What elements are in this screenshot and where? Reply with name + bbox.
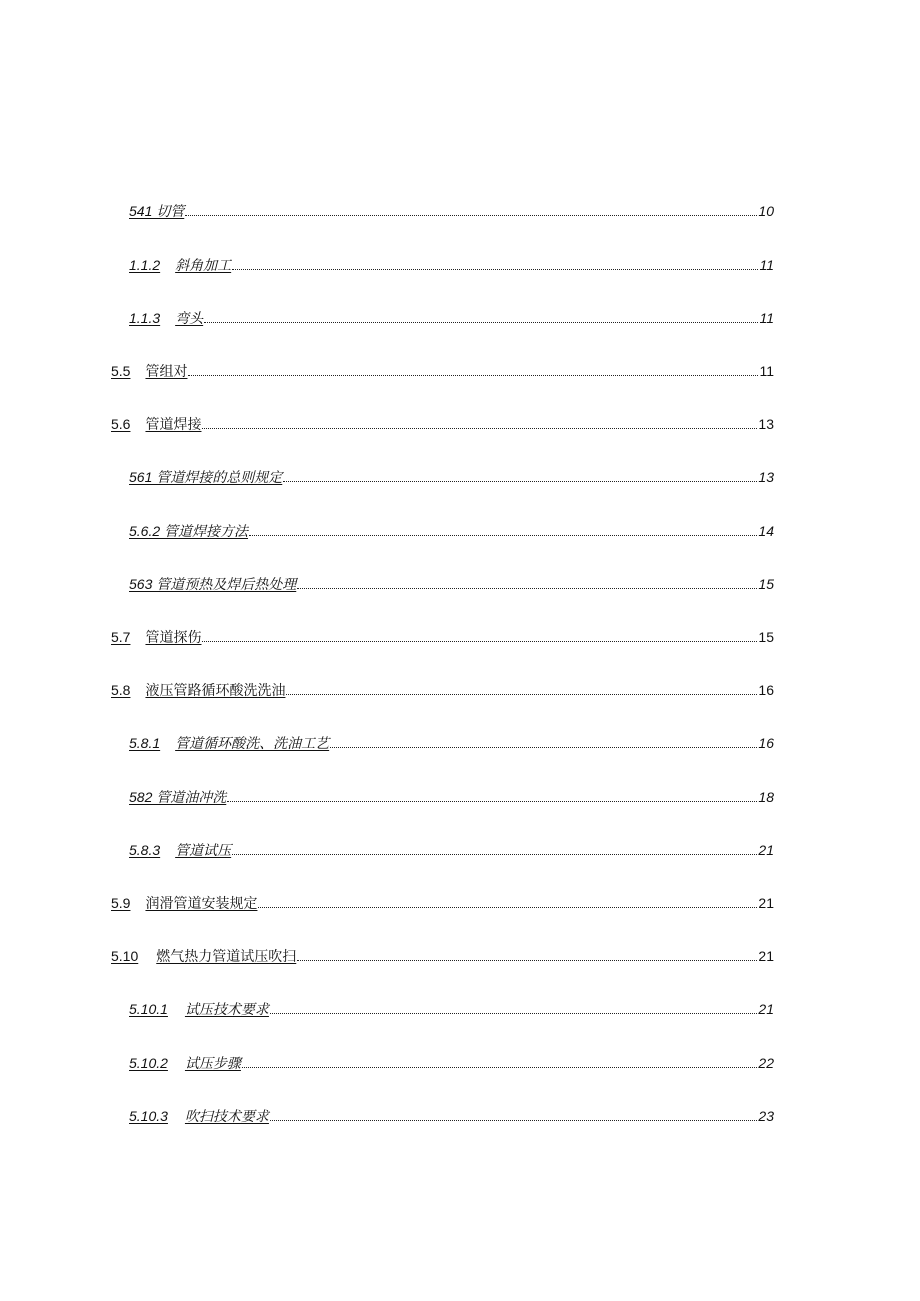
toc-entry-5-10-3[interactable] [129, 1105, 774, 1125]
toc-entry-title: 液压管路循环酸洗洗油 [145, 682, 286, 698]
toc-entry-page: 14 [758, 523, 774, 539]
dot-leader [286, 694, 757, 695]
toc-entry-5-10-1[interactable] [129, 998, 774, 1018]
toc-entry-5-8-1[interactable] [129, 732, 774, 752]
toc-entry-title: 541 切管 [129, 203, 185, 219]
dot-leader [227, 801, 757, 802]
toc-entry-5-9[interactable] [111, 892, 774, 912]
toc-entry-page: 16 [758, 735, 774, 751]
toc-entry-5-8-3[interactable] [129, 839, 774, 859]
toc-entry-563[interactable] [129, 573, 774, 593]
toc-entry-title: 561 管道焊接的总则规定 [129, 469, 283, 485]
toc-entry-title: 润滑管道安装规定 [145, 895, 258, 911]
dot-leader [249, 535, 757, 536]
toc-entry-page: 13 [758, 416, 774, 432]
toc-entry-582[interactable] [129, 786, 774, 806]
toc-entry-page: 23 [758, 1108, 774, 1124]
toc-entry-5-7[interactable] [111, 626, 774, 646]
toc-entry-title: 管道试压 [175, 842, 232, 858]
toc-entry-page: 15 [758, 576, 774, 592]
toc-entry-number: 5.10.1 [129, 1001, 168, 1017]
toc-entry-number: 5.8 [111, 682, 131, 698]
dot-leader [188, 375, 758, 376]
toc-entry-title: 燃气热力管道试压吹扫 [156, 948, 297, 964]
toc-entry-5-10-2[interactable] [129, 1052, 774, 1072]
toc-entry-page: 16 [758, 682, 774, 698]
dot-leader [270, 1013, 757, 1014]
toc-entry-5-6[interactable] [111, 413, 774, 433]
dot-leader [202, 641, 757, 642]
dot-leader [242, 1067, 757, 1068]
toc-entry-page: 21 [758, 895, 774, 911]
toc-entry-page: 21 [758, 842, 774, 858]
dot-leader [258, 907, 757, 908]
toc-entry-1-1-2[interactable] [129, 254, 774, 274]
toc-entry-number: 5.7 [111, 629, 131, 645]
dot-leader [297, 960, 757, 961]
toc-entry-page: 10 [758, 203, 774, 219]
toc-entry-title: 弯头 [175, 310, 204, 326]
toc-entry-number: 5.8.3 [129, 842, 161, 858]
toc-entry-5-6-2[interactable] [129, 520, 774, 540]
toc-entry-title: 管道循环酸洗、洗油工艺 [175, 735, 330, 751]
dot-leader [232, 269, 758, 270]
toc-entry-title: 管道探伤 [145, 629, 202, 645]
toc-entry-page: 21 [758, 1001, 774, 1017]
dot-leader [283, 481, 757, 482]
toc-entry-number: 5.10.3 [129, 1108, 168, 1124]
toc-entry-number: 5.5 [111, 363, 131, 379]
toc-entry-title: 吹扫技术要求 [184, 1108, 269, 1124]
toc-entry-number: 1.1.3 [129, 310, 161, 326]
dot-leader [270, 1120, 757, 1121]
toc-entry-page: 11 [759, 363, 774, 379]
toc-entry-page: 15 [758, 629, 774, 645]
toc-entry-page: 13 [758, 469, 774, 485]
toc-entry-number: 5.10.2 [129, 1055, 168, 1071]
toc-entry-number: 5.9 [111, 895, 131, 911]
toc-entry-title: 管组对 [145, 363, 188, 379]
toc-entry-1-1-3[interactable] [129, 307, 774, 327]
toc-entry-page: 22 [758, 1055, 774, 1071]
toc-entry-number: 5.10 [111, 948, 139, 964]
toc-entry-title: 试压步骤 [184, 1055, 241, 1071]
dot-leader [297, 588, 757, 589]
toc-entry-page: 18 [758, 789, 774, 805]
toc-entry-title: 管道焊接 [145, 416, 202, 432]
toc-entry-page: 11 [759, 310, 774, 326]
toc-entry-5-8[interactable] [111, 679, 774, 699]
toc-entry-page: 11 [759, 257, 774, 273]
toc-entry-number: 5.8.1 [129, 735, 161, 751]
toc-entry-title: 5.6.2 管道焊接方法 [129, 523, 249, 539]
dot-leader [232, 854, 757, 855]
toc-entry-5-10[interactable] [111, 945, 774, 965]
dot-leader [185, 215, 757, 216]
toc-entry-page: 21 [758, 948, 774, 964]
toc-entry-5-5[interactable] [111, 360, 774, 380]
dot-leader [330, 747, 757, 748]
toc-entry-title: 试压技术要求 [184, 1001, 269, 1017]
dot-leader [202, 428, 757, 429]
toc-entry-number: 1.1.2 [129, 257, 161, 273]
toc-entry-561[interactable] [129, 466, 774, 486]
toc-entry-title: 斜角加工 [175, 257, 232, 273]
toc-entry-title: 563 管道预热及焊后热处理 [129, 576, 297, 592]
toc-entry-number: 5.6 [111, 416, 131, 432]
toc-entry-title: 582 管道油冲洗 [129, 789, 227, 805]
toc-entry-541[interactable] [129, 200, 774, 220]
dot-leader [204, 322, 758, 323]
